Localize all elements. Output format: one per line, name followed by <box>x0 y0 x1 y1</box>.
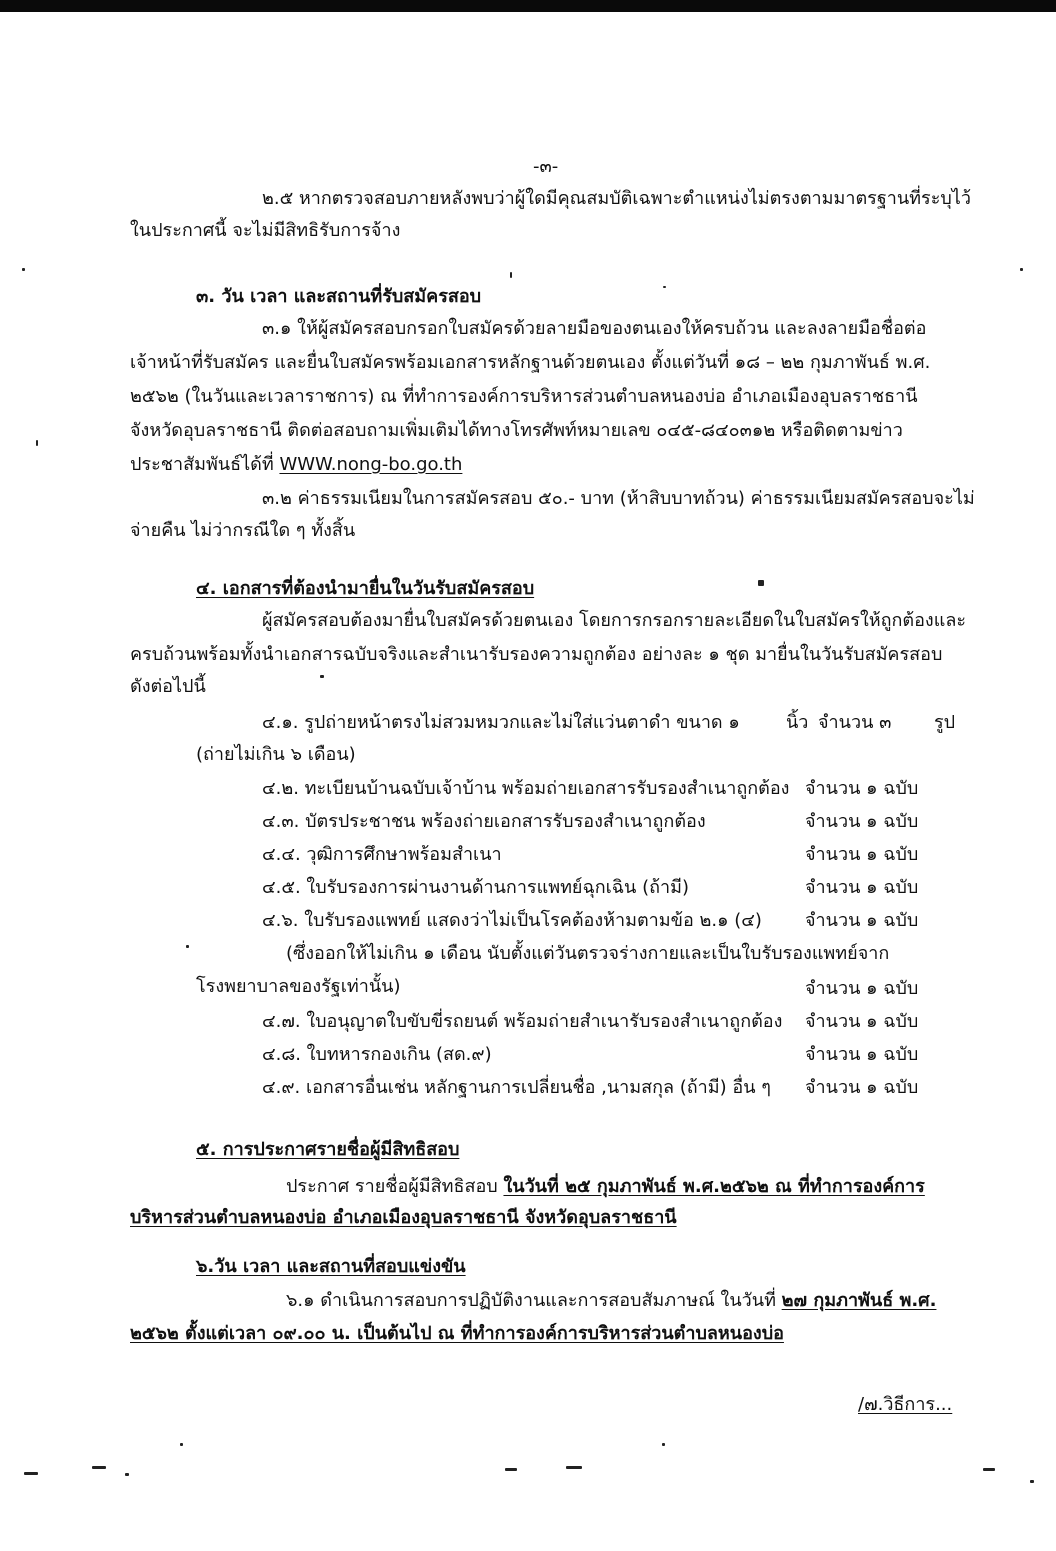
scan-speck <box>983 1468 995 1471</box>
section-5-line-1 <box>286 1175 925 1199</box>
scan-speck <box>663 286 666 288</box>
scan-speck <box>36 440 38 446</box>
item-4-6-qty: จำนวน ๑ ฉบับ <box>805 910 919 931</box>
section-4-intro-line-1: ผู้สมัครสอบต้องมายื่นใบสมัครด้วยตนเอง โดยการกรอกรายละเอียดในใบสมัครให้ถูกต้องและ <box>262 610 967 631</box>
section-3-2-line-2: จ่ายคืน ไม่ว่ากรณีใด ๆ ทั้งสิ้น <box>130 520 356 541</box>
item-4-4-qty: จำนวน ๑ ฉบับ <box>805 844 919 865</box>
scan-speck <box>22 268 25 271</box>
section-3-1-line-1: ๓.๑ ให้ผู้สมัครสอบกรอกใบสมัครด้วยลายมือของตนเองให้ครบถ้วน และลงลายมือชื่อต่อ <box>262 318 927 339</box>
page-number: -๓- <box>533 156 559 177</box>
section-6-heading: ๖.วัน เวลา และสถานที่สอบแข่งขัน <box>196 1256 466 1277</box>
section-6-line-1-prefix: ๖.๑ ดำเนินการสอบการปฏิบัติงานและการสอบสัมภาษณ์ ในวันที่ <box>286 1290 782 1311</box>
scan-speck <box>92 1466 106 1469</box>
section-4-heading: ๔. เอกสารที่ต้องนำมายื่นในวันรับสมัครสอบ <box>196 578 535 599</box>
scan-speck <box>510 272 512 278</box>
section-3-1-line-4: จังหวัดอุบลราชธานี ติดต่อสอบถามเพิ่มเติมได้ทางโทรศัพท์หมายเลข ๐๔๕-๘๔๐๓๑๒ หรือติดตามข่าว <box>130 420 903 441</box>
item-4-6-note-line-1: (ซึ่งออกให้ไม่เกิน ๑ เดือน นับตั้งแต่วันตรวจร่างกายและเป็นใบรับรองแพทย์จาก <box>286 943 890 964</box>
item-4-8-text: ๔.๘. ใบทหารกองเกิน (สด.๙) <box>262 1044 492 1065</box>
section-4-intro-line-3: ดังต่อไปนี้ <box>130 676 206 697</box>
section-5-date-venue: ในวันที่ ๒๕ กุมภาพันธ์ พ.ศ.๒๕๖๒ ณ ที่ทำการองค์การ <box>503 1176 925 1197</box>
item-4-1-text: ๔.๑. รูปถ่ายหน้าตรงไม่สวมหมวกและไม่ใส่แว่นตาดำ ขนาด ๑ <box>262 712 740 733</box>
section-3-heading: ๓. วัน เวลา และสถานที่รับสมัครสอบ <box>196 286 482 307</box>
section-6-line-2: ๒๕๖๒ ตั้งแต่เวลา ๐๙.๐๐ น. เป็นต้นไป ณ ที่ทำการองค์การบริหารส่วนตำบลหนองบ่อ <box>130 1323 784 1344</box>
section-5-heading: ๕. การประกาศรายชื่อผู้มีสิทธิสอบ <box>196 1139 460 1160</box>
section-4-intro-line-2: ครบถ้วนพร้อมทั้งนำเอกสารฉบับจริงและสำเนารับรองความถูกต้อง อย่างละ ๑ ชุด มายื่นในวันรับสมัครสอบ <box>130 644 943 665</box>
item-4-6-note-line-2: โรงพยาบาลของรัฐเท่านั้น) <box>196 976 401 997</box>
item-4-6-text: ๔.๖. ใบรับรองแพทย์ แสดงว่าไม่เป็นโรคต้องห้ามตามข้อ ๒.๑ (๔) <box>262 910 762 931</box>
section-3-1-line-2: เจ้าหน้าที่รับสมัคร และยื่นใบสมัครพร้อมเอกสารหลักฐานด้วยตนเอง ตั้งแต่วันที่ ๑๘ – ๒๒ กุมภาพันธ์ พ.ศ. <box>130 352 931 373</box>
scan-top-edge <box>0 0 1056 12</box>
section-3-2-line-1: ๓.๒ ค่าธรรมเนียมในการสมัครสอบ ๕๐.- บาท (ห้าสิบบาทถ้วน) ค่าธรรมเนียมสมัครสอบจะไม่ <box>262 488 975 509</box>
item-4-1-note: (ถ่ายไม่เกิน ๖ เดือน) <box>196 744 356 765</box>
item-4-1-count: จำนวน ๓ <box>818 712 892 733</box>
item-4-6-note-qty: จำนวน ๑ ฉบับ <box>805 978 919 999</box>
scan-speck <box>125 1473 129 1476</box>
section-3-1-line-5 <box>130 453 462 477</box>
item-4-7-qty: จำนวน ๑ ฉบับ <box>805 1011 919 1032</box>
item-4-2-text: ๔.๒. ทะเบียนบ้านฉบับเจ้าบ้าน พร้อมถ่ายเอกสารรับรองสำเนาถูกต้อง <box>262 778 790 799</box>
scan-speck <box>758 580 764 586</box>
item-4-3-text: ๔.๓. บัตรประชาชน พร้องถ่ายเอกสารรับรองสำเนาถูกต้อง <box>262 811 706 832</box>
website-link[interactable]: WWW.nong-bo.go.th <box>279 454 463 475</box>
scan-speck <box>180 1443 183 1446</box>
section-2-5-line-2: ในประกาศนี้ จะไม่มีสิทธิรับการจ้าง <box>130 220 401 241</box>
item-4-1-unit: รูป <box>934 712 956 733</box>
item-4-5-text: ๔.๕. ใบรับรองการผ่านงานด้านการแพทย์ฉุกเฉิน (ถ้ามี) <box>262 877 689 898</box>
item-4-7-text: ๔.๗. ใบอนุญาตใบขับขี่รถยนต์ พร้อมถ่ายสำเนารับรองสำเนาถูกต้อง <box>262 1011 783 1032</box>
scan-speck <box>505 1468 517 1471</box>
item-4-1-inch: นิ้ว <box>786 712 809 733</box>
item-4-2-qty: จำนวน ๑ ฉบับ <box>805 778 919 799</box>
scan-speck <box>320 675 324 678</box>
section-3-1-line-5-prefix: ประชาสัมพันธ์ได้ที่ <box>130 454 280 475</box>
item-4-4-text: ๔.๔. วุฒิการศึกษาพร้อมสำเนา <box>262 844 502 865</box>
section-6-date: ๒๗ กุมภาพันธ์ พ.ศ. <box>781 1290 937 1311</box>
section-5-line-1-prefix: ประกาศ รายชื่อผู้มีสิทธิสอบ <box>286 1176 504 1197</box>
section-6-line-1 <box>286 1289 936 1313</box>
item-4-8-qty: จำนวน ๑ ฉบับ <box>805 1044 919 1065</box>
item-4-3-qty: จำนวน ๑ ฉบับ <box>805 811 919 832</box>
scan-speck <box>24 1472 38 1475</box>
section-3-1-line-3: ๒๕๖๒ (ในวันและเวลาราชการ) ณ ที่ทำการองค์การบริหารส่วนตำบลหนองบ่อ อำเภอเมืองอุบลราชธานี <box>130 386 918 407</box>
item-4-9-qty: จำนวน ๑ ฉบับ <box>805 1077 919 1098</box>
section-2-5-line-1: ๒.๕ หากตรวจสอบภายหลังพบว่าผู้ใดมีคุณสมบัติเฉพาะตำแหน่งไม่ตรงตามมาตรฐานที่ระบุไว้ <box>262 188 971 209</box>
continuation-note: /๗.วิธีการ... <box>858 1394 953 1415</box>
item-4-9-text: ๔.๙. เอกสารอื่นเช่น หลักฐานการเปลี่ยนชื่อ ,นามสกุล (ถ้ามี) อื่น ๆ <box>262 1077 771 1098</box>
scan-speck <box>662 1443 665 1446</box>
section-5-line-2: บริหารส่วนตำบลหนองบ่อ อำเภอเมืองอุบลราชธานี จังหวัดอุบลราชธานี <box>130 1207 677 1228</box>
scan-speck <box>566 1466 582 1469</box>
scan-speck <box>1030 1480 1034 1483</box>
scan-speck <box>186 945 189 948</box>
scan-speck <box>1020 268 1023 271</box>
item-4-5-qty: จำนวน ๑ ฉบับ <box>805 877 919 898</box>
